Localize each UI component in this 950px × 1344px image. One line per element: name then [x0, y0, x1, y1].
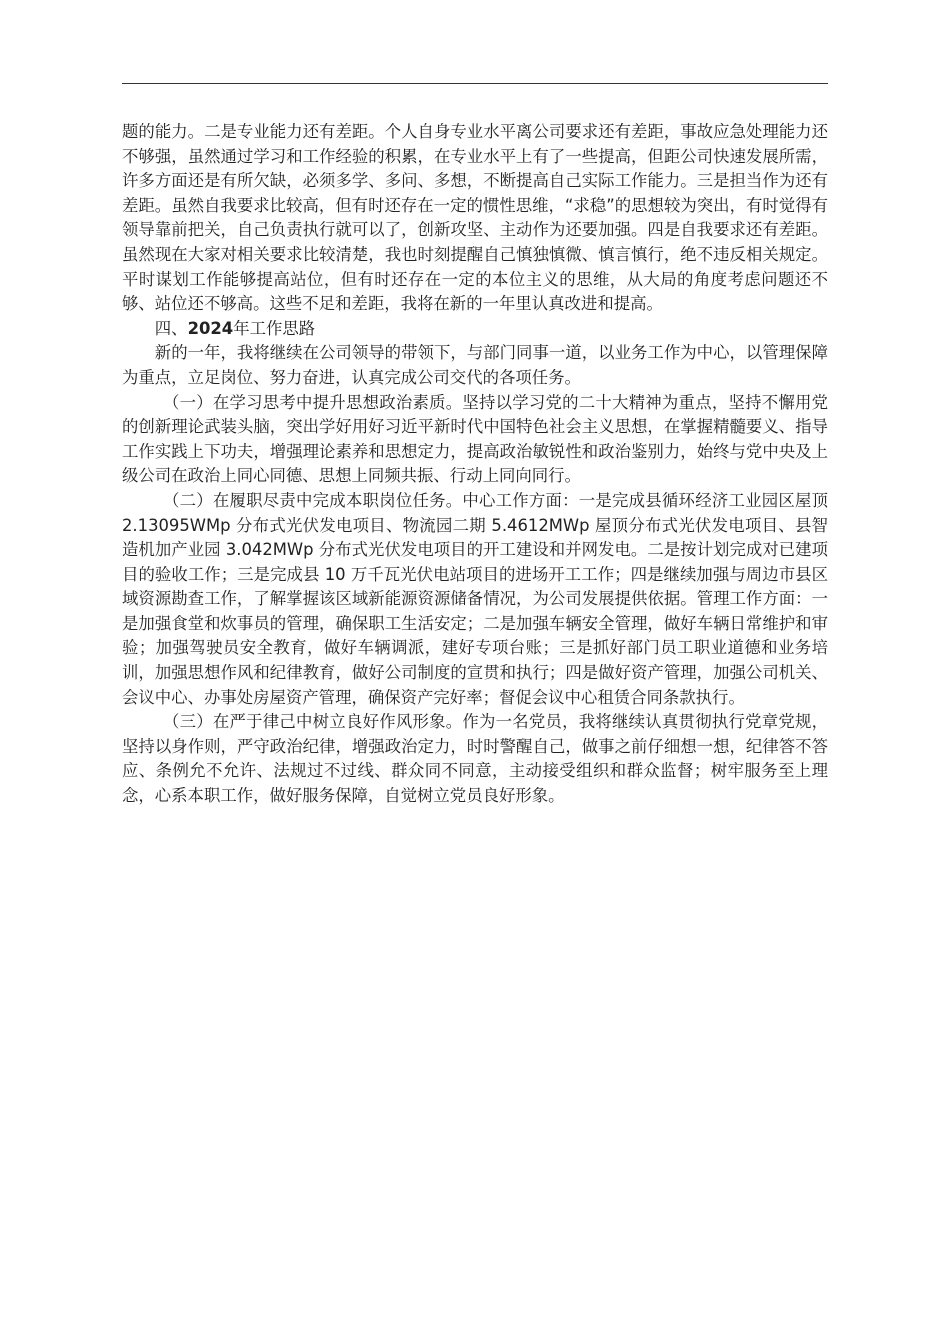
heading-prefix: 四、 [154, 318, 188, 338]
paragraph-shortcomings: 题的能力。二是专业能力还有差距。个人自身专业水平离公司要求还有差距，事故应急处理能力还不够强，虽然通过学习和工作经验的积累，在专业水平上有了一些提高，但距公司快速发展所需，许多方面还是有所欠缺，必须多学、多问、多想，不断提高自己实际工作能力。三是担当作为还有差距。虽然自我要求比较高，但有时还存在一定的惯性思维，“求稳”的思想较为突出，有时觉得有领导靠前把关，自己负责执行就可以了，创新攻坚、主动作为还要加强。四是自我要求还有差距。虽然现在大家对相关要求比较清楚，我也时刻提醒自己慎独慎微、慎言慎行，绝不违反相关规定。平时谋划工作能够提高站位，但有时还存在一定的本位主义的思维，从大局的角度考虑问题还不够、站位还不够高。这些不足和差距，我将在新的一年里认真改进和提高。 [122, 122, 828, 314]
heading-year: 2024 [187, 318, 234, 338]
document-body [122, 120, 828, 809]
paragraph-item-2: （二）在履职尽责中完成本职岗位任务。中心工作方面：一是完成县循环经济工业园区屋顶 2.13095WMp 分布式光伏发电项目、物流园二期 5.4612MWp 屋顶分布式光伏发电项目、县智造机加产业园 3.042MWp 分布式光伏发电项目的开工建设和并网发电。二是按计划完成对已建项目的验收工作；三是完成县 10 万千瓦光伏电站项目的进场开工工作；四是继续加强与周边市县区域资源勘查工作，了解掌握该区域新能源资源储备情况，为公司发展提供依据。管理工作方面：一是加强食堂和炊事员的管理，确保职工生活安定；二是加强车辆安全管理，做好车辆日常维护和审验；加强驾驶员安全教育，做好车辆调派，建好专项台账；三是抓好部门员工职业道德和业务培训，加强思想作风和纪律教育，做好公司制度的宣贯和执行；四是做好资产管理，加强公司机关、会议中心、办事处房屋资产管理，确保资产完好率；督促会议中心租赁合同条款执行。 [122, 490, 828, 707]
paragraph-intro: 新的一年，我将继续在公司领导的带领下，与部门同事一道，以业务工作为中心，以管理保障为重点，立足岗位、努力奋进，认真完成公司交代的各项任务。 [122, 343, 828, 387]
paragraph-item-3: （三）在严于律己中树立良好作风形象。作为一名党员，我将继续认真贯彻执行党章党规，坚持以身作则，严守政治纪律，增强政治定力，时时警醒自己，做事之前仔细想一想，纪律答不答应、条例允不允许、法规过不过线、群众同不同意，主动接受组织和群众监督；树牢服务至上理念，心系本职工作，做好服务保障，自觉树立党员良好形象。 [122, 712, 828, 806]
header-rule [122, 83, 828, 84]
section-heading-work-plan [122, 317, 828, 342]
paragraph-item-1: （一）在学习思考中提升思想政治素质。坚持以学习党的二十大精神为重点，坚持不懈用党的创新理论武装头脑，突出学好用好习近平新时代中国特色社会主义思想，在掌握精髓要义、指导工作实践上下功夫，增强理论素养和思想定力，提高政治敏锐性和政治鉴别力，始终与党中央及上级公司在政治上同心同德、思想上同频共振、行动上同向同行。 [122, 392, 828, 486]
heading-suffix: 年工作思路 [233, 318, 316, 338]
